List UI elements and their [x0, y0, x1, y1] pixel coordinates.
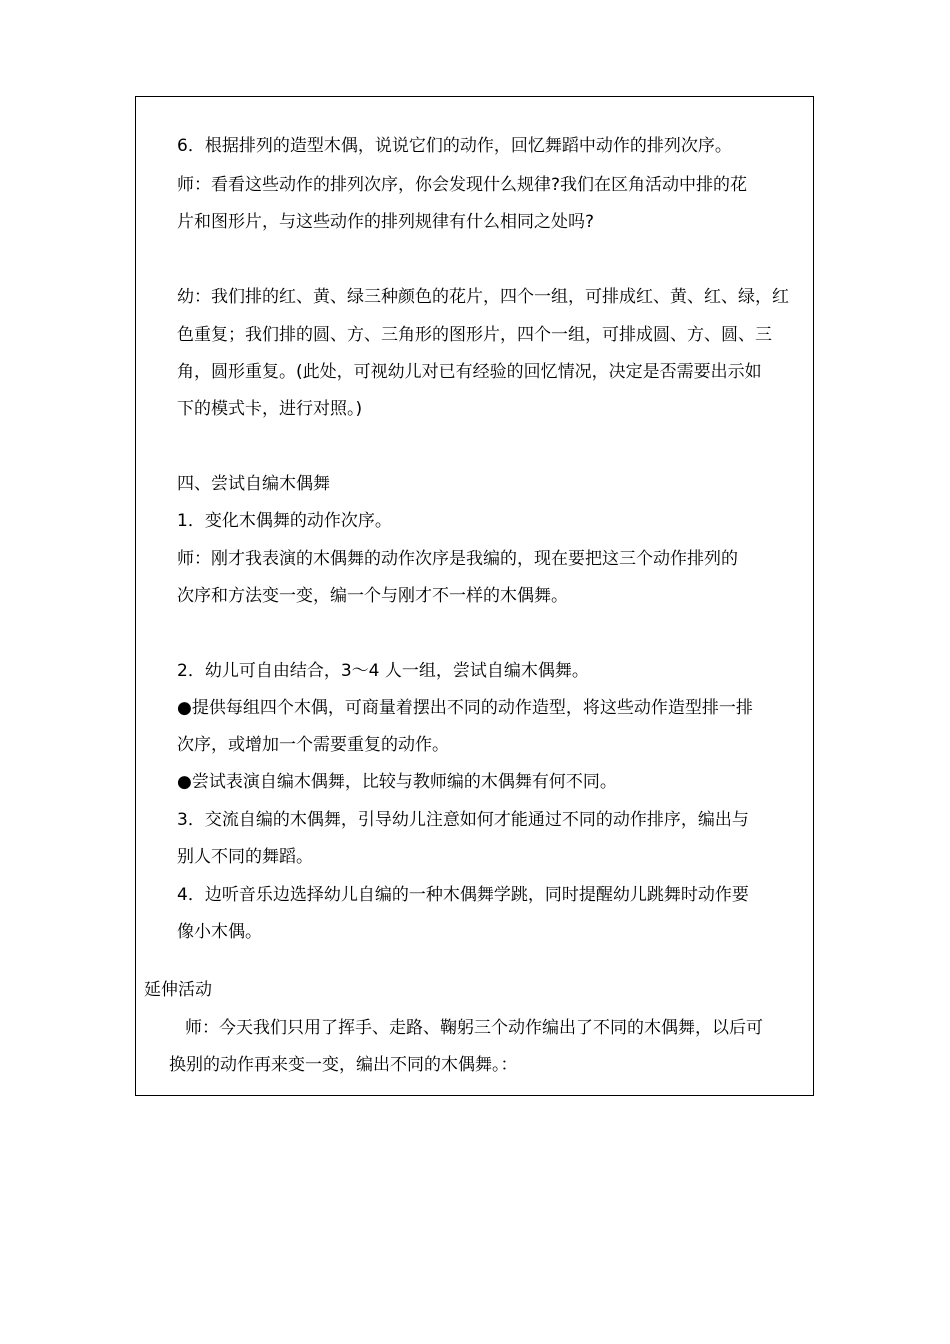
paragraph-line: 像小木偶。 [177, 922, 262, 942]
paragraph-line: 角，圆形重复。(此处，可视幼儿对已有经验的回忆情况，决定是否需要出示如 [177, 362, 762, 382]
paragraph-line: ●提供每组四个木偶，可商量着摆出不同的动作造型，将这些动作造型排一排 [177, 698, 753, 718]
paragraph-line: 6．根据排列的造型木偶，说说它们的动作，回忆舞蹈中动作的排列次序。 [177, 136, 732, 156]
paragraph-line: 幼：我们排的红、黄、绿三种颜色的花片，四个一组，可排成红、黄、红、绿，红 [177, 287, 789, 307]
paragraph-line: 4．边听音乐边选择幼儿自编的一种木偶舞学跳，同时提醒幼儿跳舞时动作要 [177, 885, 749, 905]
paragraph-line: 师：看看这些动作的排列次序，你会发现什么规律?我们在区角活动中排的花 [177, 175, 748, 195]
paragraph-line: 1．变化木偶舞的动作次序。 [177, 511, 392, 531]
paragraph-line: 2．幼儿可自由结合，3～4 人一组，尝试自编木偶舞。 [177, 661, 589, 681]
paragraph-line: 片和图形片，与这些动作的排列规律有什么相同之处吗? [177, 212, 595, 232]
paragraph-line: 师：今天我们只用了挥手、走路、鞠躬三个动作编出了不同的木偶舞，以后可 [185, 1018, 763, 1038]
paragraph-line: 次序和方法变一变，编一个与刚才不一样的木偶舞。 [177, 586, 568, 606]
paragraph-line: 换别的动作再来变一变，编出不同的木偶舞。： [169, 1055, 518, 1075]
section-heading: 四、尝试自编木偶舞 [177, 474, 330, 494]
paragraph-line: 别人不同的舞蹈。 [177, 847, 313, 867]
paragraph-line: 色重复；我们排的圆、方、三角形的图形片，四个一组，可排成圆、方、圆、三 [177, 325, 772, 345]
paragraph-line: ●尝试表演自编木偶舞，比较与教师编的木偶舞有何不同。 [177, 772, 617, 792]
paragraph-line: 下的模式卡，进行对照。) [177, 399, 363, 419]
section-heading: 延伸活动 [144, 980, 212, 1000]
paragraph-line: 次序，或增加一个需要重复的动作。 [177, 735, 449, 755]
paragraph-line: 3．交流自编的木偶舞，引导幼儿注意如何才能通过不同的动作排序，编出与 [177, 810, 749, 830]
paragraph-line: 师：刚才我表演的木偶舞的动作次序是我编的，现在要把这三个动作排列的 [177, 549, 738, 569]
